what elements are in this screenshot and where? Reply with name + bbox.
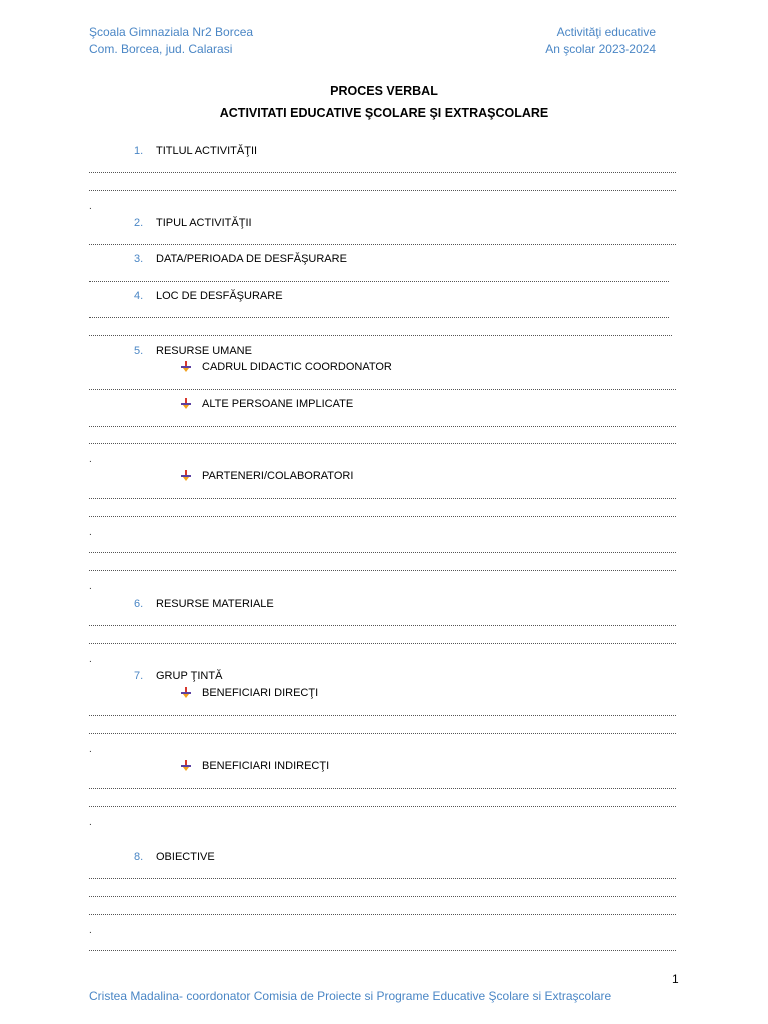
line-end-dot: . <box>89 654 92 665</box>
dotted-line <box>89 389 676 390</box>
arrow-down-bullet-icon <box>180 398 202 410</box>
footer-text: Cristea Madalina- coordonator Comisia de Proiecte si Programe Educative Şcolare si Extraşcolare <box>89 989 612 1003</box>
dotted-line <box>89 733 676 734</box>
dotted-line <box>89 950 676 951</box>
dotted-line <box>89 715 676 716</box>
dotted-line <box>89 896 676 897</box>
activity-type: Activităţi educative <box>556 25 656 39</box>
dotted-line <box>89 516 676 517</box>
dotted-line <box>89 914 676 915</box>
dotted-line <box>89 244 676 245</box>
dotted-line <box>89 878 676 879</box>
section-label: TIPUL ACTIVITĂŢII <box>156 217 252 229</box>
line-end-dot: . <box>89 817 92 828</box>
section-label: OBIECTIVE <box>156 851 215 863</box>
section-number: 4. <box>134 290 144 302</box>
section-number: 7. <box>134 670 144 682</box>
dotted-line <box>89 625 676 626</box>
subsection-label: BENEFICIARI DIRECŢI <box>202 687 319 699</box>
subsection-partners <box>180 470 353 482</box>
subsection-label: PARTENERI/COLABORATORI <box>202 470 354 482</box>
school-address: Com. Borcea, jud. Calarasi <box>89 42 233 56</box>
dotted-line <box>89 172 676 173</box>
page-number: 1 <box>672 972 679 986</box>
school-year: An şcolar 2023-2024 <box>545 42 656 56</box>
section-1 <box>134 145 257 157</box>
section-label: RESURSE UMANE <box>156 345 252 357</box>
dotted-line <box>89 570 676 571</box>
section-4 <box>134 290 283 302</box>
section-5 <box>134 345 252 357</box>
subsection-label: BENEFICIARI INDIRECŢI <box>202 760 330 772</box>
header-activity <box>545 24 656 58</box>
section-number: 2. <box>134 217 144 229</box>
line-end-dot: . <box>89 527 92 538</box>
section-label: TITLUL ACTIVITĂŢII <box>156 145 258 157</box>
dotted-line <box>89 426 676 427</box>
dotted-line <box>89 317 669 318</box>
dotted-line <box>89 281 669 282</box>
section-label: GRUP ŢINTĂ <box>156 670 223 682</box>
line-end-dot: . <box>89 201 92 212</box>
section-2 <box>134 217 252 229</box>
section-number: 3. <box>134 253 144 265</box>
arrow-down-bullet-icon <box>180 361 202 373</box>
section-number: 6. <box>134 598 144 610</box>
subsection-coordinator <box>180 361 392 373</box>
subsection-label: CADRUL DIDACTIC COORDONATOR <box>202 361 392 373</box>
section-8 <box>134 851 215 863</box>
section-7 <box>134 670 222 682</box>
dotted-line <box>89 190 676 191</box>
section-label: DATA/PERIOADA DE DESFĂŞURARE <box>156 253 347 265</box>
school-name: Şcoala Gimnaziala Nr2 Borcea <box>89 25 254 39</box>
document-subtitle: ACTIVITATI EDUCATIVE ŞCOLARE ŞI EXTRAŞCOLARE <box>219 106 549 120</box>
subsection-other-persons <box>180 398 353 410</box>
dotted-line <box>89 443 676 444</box>
arrow-down-bullet-icon <box>180 760 202 772</box>
section-number: 8. <box>134 851 144 863</box>
arrow-down-bullet-icon <box>180 687 202 699</box>
document-title: PROCES VERBAL <box>330 84 438 98</box>
line-end-dot: . <box>89 454 92 465</box>
subsection-indirect-beneficiaries <box>180 760 329 772</box>
section-number: 1. <box>134 145 144 157</box>
dotted-line <box>89 643 676 644</box>
section-3 <box>134 253 347 265</box>
dotted-line <box>89 498 676 499</box>
arrow-down-bullet-icon <box>180 470 202 482</box>
line-end-dot: . <box>89 581 92 592</box>
dotted-line <box>89 788 676 789</box>
dotted-line <box>89 552 676 553</box>
line-end-dot: . <box>89 744 92 755</box>
section-label: LOC DE DESFĂŞURARE <box>156 290 283 302</box>
line-end-dot: . <box>89 925 92 936</box>
header-school <box>89 24 253 58</box>
subsection-direct-beneficiaries <box>180 687 318 699</box>
section-6 <box>134 598 274 610</box>
dotted-line <box>89 806 676 807</box>
section-number: 5. <box>134 345 144 357</box>
section-label: RESURSE MATERIALE <box>156 598 274 610</box>
subsection-label: ALTE PERSOANE IMPLICATE <box>202 398 354 410</box>
dotted-line <box>89 335 672 336</box>
